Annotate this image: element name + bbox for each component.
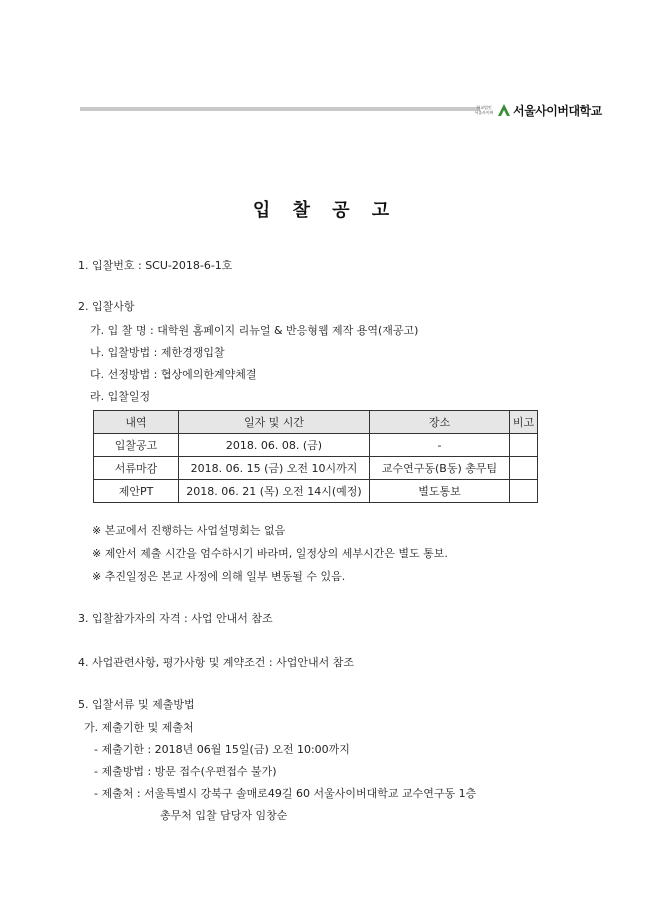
- note-deadline: ※ 제안서 제출 시간을 엄수하시기 바라며, 일정상의 세부시간은 별도 통보.: [92, 547, 448, 560]
- table-cell: [510, 457, 538, 480]
- header-cell: 내역: [94, 411, 179, 434]
- header-rule: [80, 107, 480, 111]
- table-cell: 교수연구동(B동) 총무팀: [370, 457, 510, 480]
- table-row: [94, 457, 538, 480]
- bid-method: 나. 입찰방법 : 제한경쟁입찰: [90, 346, 225, 359]
- submission-heading: 가. 제출기한 및 제출처: [84, 721, 194, 734]
- section-eligibility: 3. 입찰참가자의 자격 : 사업 안내서 참조: [78, 612, 273, 625]
- submission-method: - 제출방법 : 방문 접수(우편접수 불가): [94, 765, 277, 778]
- section-documents: 5. 입찰서류 및 제출방법: [78, 698, 195, 711]
- table-cell: -: [370, 434, 510, 457]
- schedule-table: [93, 410, 538, 503]
- table-cell: 2018. 06. 21 (목) 오전 14시(예정): [179, 480, 370, 503]
- submission-address: - 제출처 : 서울특별시 강북구 솔매로49길 60 서울사이버대학교 교수연구동 1층: [94, 787, 477, 800]
- bid-name: 가. 입 찰 명 : 대학원 홈페이지 리뉴얼 & 반응형웹 제작 용역(재공고): [90, 324, 419, 337]
- table-cell: 별도통보: [370, 480, 510, 503]
- logo-name: 서울사이버대학교: [513, 103, 602, 118]
- submission-deadline: - 제출기한 : 2018년 06월 15일(금) 오전 10:00까지: [94, 743, 350, 756]
- table-cell: 제안PT: [94, 480, 179, 503]
- note-no-briefing: ※ 본교에서 진행하는 사업설명회는 없음: [92, 524, 286, 537]
- note-schedule-change: ※ 추진일정은 본교 사정에 의해 일부 변동될 수 있음.: [92, 570, 346, 583]
- table-cell: 입찰공고: [94, 434, 179, 457]
- table-row: [94, 434, 538, 457]
- selection-method: 다. 선정방법 : 협상에의한계약체결: [90, 368, 257, 381]
- header-cell: 장소: [370, 411, 510, 434]
- table-cell: 서류마감: [94, 457, 179, 480]
- table-cell: 2018. 06. 15 (금) 오전 10시까지: [179, 457, 370, 480]
- logo-subtitle: 학교법인 서울사이버: [474, 105, 494, 115]
- table-header-row: [94, 411, 538, 434]
- logo-mark-icon: [497, 103, 511, 117]
- submission-contact: 총무처 입찰 담당자 임창순: [160, 809, 288, 822]
- bid-schedule-heading: 라. 입찰일정: [90, 390, 151, 403]
- section-terms: 4. 사업관련사항, 평가사항 및 계약조건 : 사업안내서 참조: [78, 656, 354, 669]
- table-cell: [510, 480, 538, 503]
- header-cell: 비고: [510, 411, 538, 434]
- header-cell: 일자 및 시간: [179, 411, 370, 434]
- section-bid-items: 2. 입찰사항: [78, 300, 135, 313]
- table-cell: [510, 434, 538, 457]
- section-bid-number: 1. 입찰번호 : SCU-2018-6-1호: [78, 259, 233, 272]
- university-logo: [474, 100, 602, 120]
- document-title: 입 찰 공 고: [252, 200, 398, 221]
- table-cell: 2018. 06. 08. (금): [179, 434, 370, 457]
- table-row: [94, 480, 538, 503]
